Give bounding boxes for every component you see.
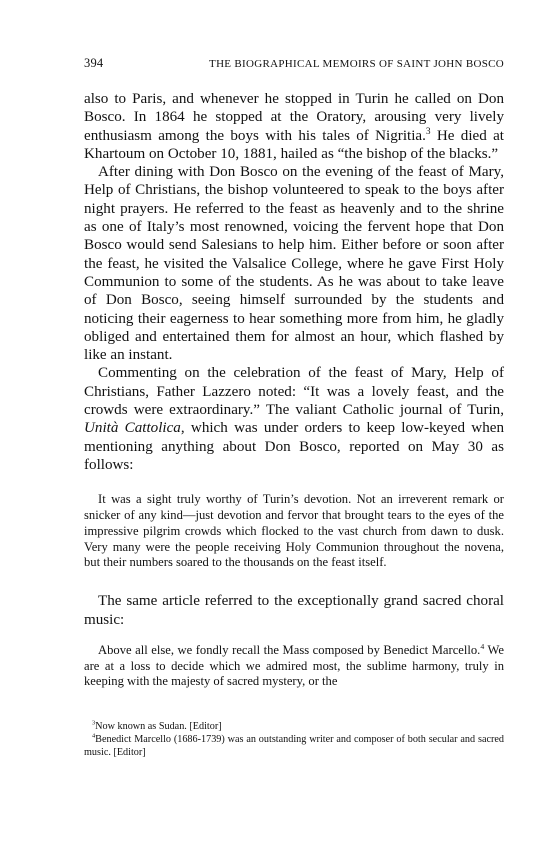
footnote-3-mark: 3 <box>92 719 96 727</box>
block-quote-2-text-b: We are at a loss to decide which we admired most, the sublime harmony, truly in keeping with the majesty of sacred mystery, or the <box>84 642 505 689</box>
main-text <box>84 90 504 474</box>
main-text-continued <box>84 592 504 629</box>
running-title: THE BIOGRAPHICAL MEMOIRS OF SAINT JOHN BOSCO <box>209 58 504 70</box>
running-header <box>84 56 504 78</box>
footnote-ref-3: 3 <box>425 126 431 137</box>
footnote-ref-4: 4 <box>480 641 485 651</box>
paragraph-4: The same article referred to the exceptionally grand sacred choral music: <box>84 593 504 628</box>
book-page <box>84 56 504 690</box>
paragraph-3-text-a: Commenting on the celebration of the feast of Mary, Help of Christians, Father Lazzero noted: “It was a lovely feast, and the crowds were extraordinary.” The valiant Catholic journal of Turin, <box>84 365 504 419</box>
paragraph-1-text-a: also to Paris, and whenever he stopped in Turin he called on Don Bosco. In 1864 he stopped at the Oratory, arousing very lively enthusiasm among the boys with his tales of Nigritia. <box>84 91 504 144</box>
block-quote-2 <box>84 643 504 690</box>
paragraph-1 <box>84 90 504 163</box>
journal-title: Unità Cattolica <box>84 420 181 437</box>
paragraph-3 <box>84 364 504 474</box>
block-quote-2-text-a: Above all else, we fondly recall the Mass composed by Benedict Marcello. <box>98 642 481 657</box>
block-quote-1-text: It was a sight truly worthy of Turin’s devotion. Not an irreverent remark or snicker of any kind—just devotion and fervor that brought tears to the eyes of the impressive pilgrim crowds which flocked to the vast church from dawn to dusk. Very many were the people receiving Holy Communion throughout the novena, but their numbers soared to the thousands on the feast itself. <box>84 492 504 570</box>
paragraph-3-text-b: , which was under orders to keep low-keyed when mentioning anything about Don Bosco, reported on May 30 as follows: <box>84 420 504 473</box>
footnote-4-text: Benedict Marcello (1686-1739) was an outstanding writer and composer of both secular and sacred music. [Editor] <box>84 733 504 758</box>
footnote-4 <box>84 734 504 760</box>
paragraph-2: After dining with Don Bosco on the evening of the feast of Mary, Help of Christians, the bishop volunteered to speak to the boys after night prayers. He referred to the feast as heavenly and to the shrine as one of Italy’s most renowned, voicing the fervent hope that Don Bosco would send Salesians to help him. Either before or soon after the feast, he visited the Valsalice College, where he gave First Holy Communion to some of the students. As he was about to take leave of Don Bosco, seeing himself surrounded by the students and noticing their eagerness to hear something more from him, he gladly obliged and entertained them for almost an hour, which flashed by like an instant. <box>84 164 504 364</box>
paragraph-1-text-b: He died at Khartoum on October 10, 1881, hailed as “the bishop of the blacks.” <box>84 127 504 162</box>
footnote-3-text: Now known as Sudan. [Editor] <box>95 721 222 732</box>
footnote-4-mark: 4 <box>92 732 96 740</box>
footnotes <box>84 721 504 759</box>
block-quote-2-text <box>84 643 504 690</box>
block-quote-1 <box>84 492 504 571</box>
page-number: 394 <box>84 56 104 70</box>
footnote-3 <box>84 721 504 734</box>
